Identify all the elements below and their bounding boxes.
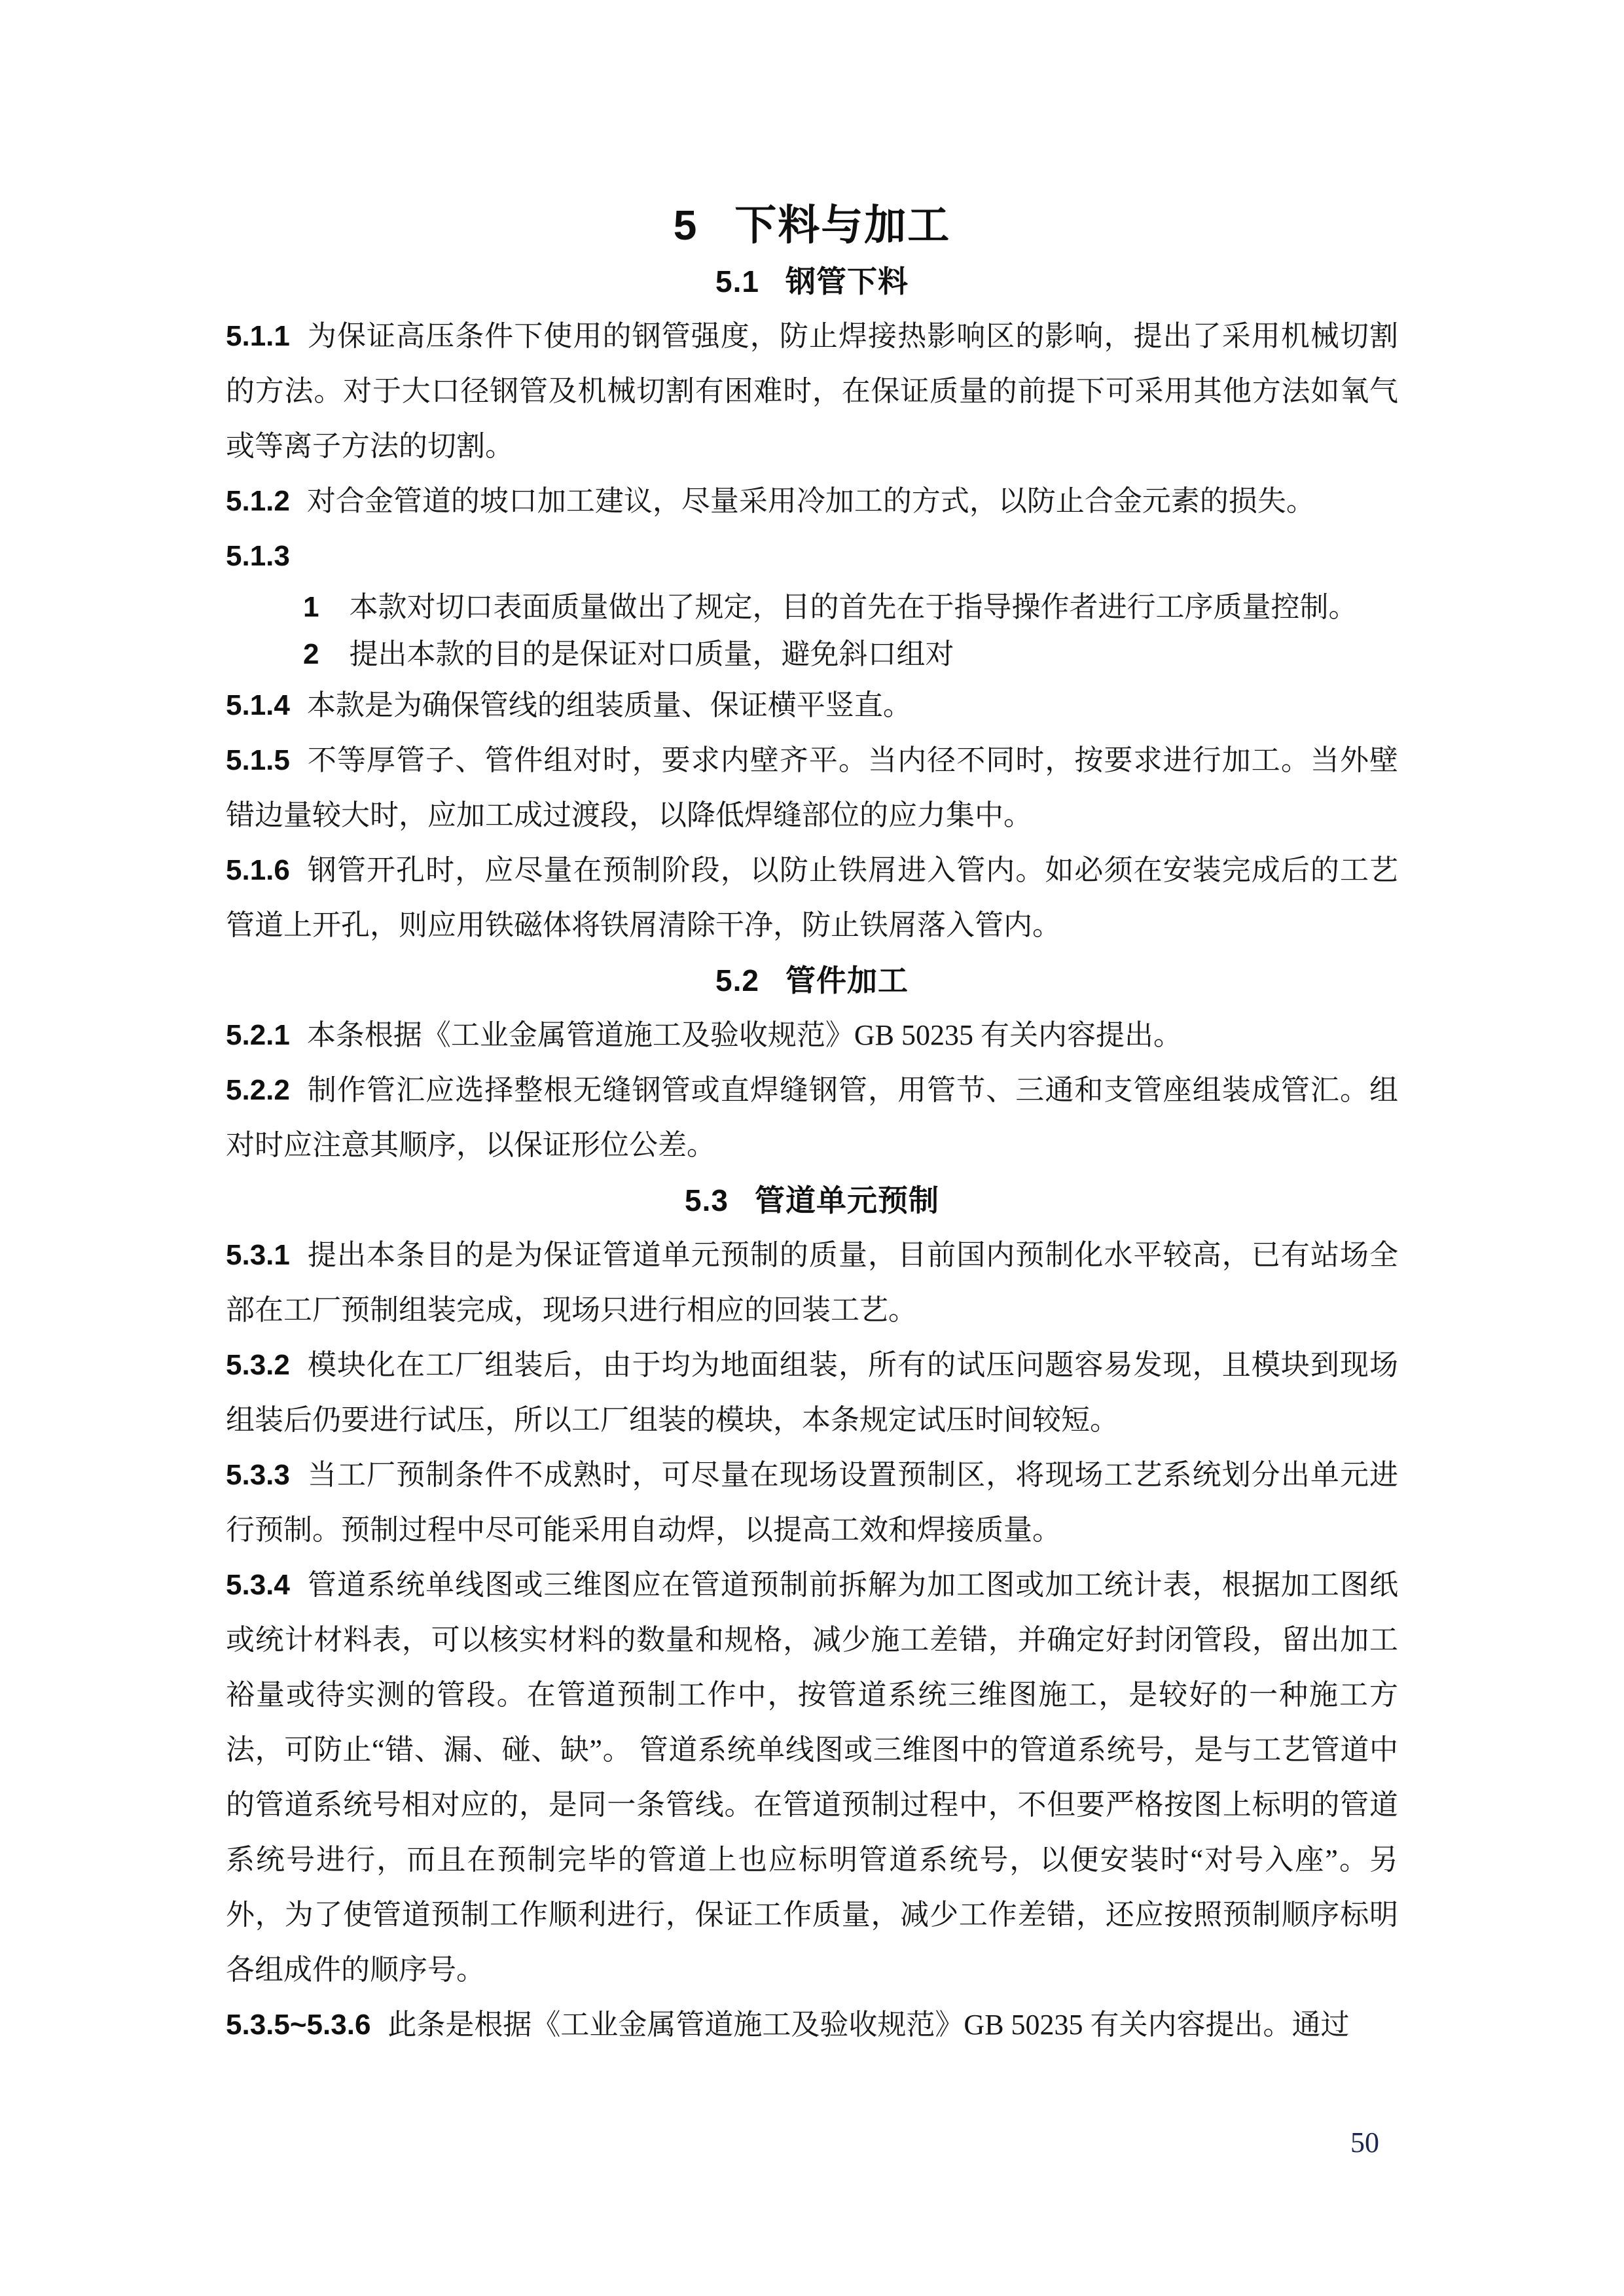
clause-text: 为保证高压条件下使用的钢管强度，防止焊接热影响区的影响，提出了采用机械切割的方法。对于大口径钢管及机械切割有困难时，在保证质量的前提下可采用其他方法如氧气或等离子方法的切割。	[226, 320, 1398, 462]
clause-text: 此条是根据《工业金属管道施工及验收规范》GB 50235 有关内容提出。通过	[388, 2009, 1350, 2041]
clause-number: 5.1.2	[226, 485, 290, 517]
chapter-number: 5	[673, 202, 698, 249]
chapter-title	[226, 196, 1398, 254]
page-number: 50	[1350, 2126, 1379, 2159]
clause-5-1-5	[226, 733, 1398, 843]
clause-number: 5.1.5	[226, 744, 290, 776]
section-label: 管道单元预制	[754, 1183, 939, 1217]
item-text: 提出本款的目的是保证对口质量，避免斜口组对	[349, 638, 954, 670]
clause-5-1-2	[226, 474, 1398, 529]
clause-5-3-1	[226, 1228, 1398, 1338]
clause-text: 钢管开孔时，应尽量在预制阶段，以防止铁屑进入管内。如必须在安装完成后的工艺管道上开孔，则应用铁磁体将铁屑清除干净，防止铁屑落入管内。	[226, 854, 1398, 941]
clause-text: 不等厚管子、管件组对时，要求内壁齐平。当内径不同时，按要求进行加工。当外壁错边量较大时，应加工成过渡段，以降低焊缝部位的应力集中。	[226, 744, 1398, 831]
clause-5-2-1	[226, 1008, 1398, 1063]
clause-number: 5.3.1	[226, 1239, 290, 1271]
section-number: 5.2	[715, 963, 759, 997]
clause-text: 本款是为确保管线的组装质量、保证横平竖直。	[306, 689, 912, 721]
clause-5-1-3	[226, 529, 1398, 584]
clause-5-1-1	[226, 309, 1398, 474]
clause-5-1-6	[226, 843, 1398, 953]
section-number: 5.3	[685, 1183, 729, 1217]
section-number: 5.1	[715, 264, 759, 298]
clause-number: 5.2.1	[226, 1019, 290, 1051]
section-label: 钢管下料	[785, 264, 909, 298]
clause-text: 管道系统单线图或三维图应在管道预制前拆解为加工图或加工统计表，根据加工图纸或统计材料表，可以核实材料的数量和规格，减少施工差错，并确定好封闭管段，留出加工裕量或待实测的管段。在管道预制工作中，按管道系统三维图施工，是较好的一种施工方法，可防止“错、漏、碰、缺”。 管道系统单线图或三维图中的管道系统号，是与工艺管道中的管道系统号相对应的，是同一条管线。在管道预制过程中，不但要严格按图上标明的管道系统号进行，而且在预制完毕的管道上也应标明管道系统号，以便安装时“对号入座”。另外，为了使管道预制工作顺利进行，保证工作质量，减少工作差错，还应按照预制顺序标明各组成件的顺序号。	[226, 1569, 1398, 1986]
clause-5-3-5-to-5-3-6	[226, 1998, 1398, 2053]
item-number: 1	[303, 591, 319, 623]
clause-number: 5.2.2	[226, 1074, 290, 1106]
clause-5-1-3-item-1	[226, 584, 1398, 631]
clause-5-3-4	[226, 1558, 1398, 1998]
clause-text: 提出本条目的是为保证管道单元预制的质量，目前国内预制化水平较高，已有站场全部在工厂预制组装完成，现场只进行相应的回装工艺。	[226, 1239, 1398, 1326]
section-label: 管件加工	[785, 963, 909, 997]
clause-text: 当工厂预制条件不成熟时，可尽量在现场设置预制区，将现场工艺系统划分出单元进行预制。预制过程中尽可能采用自动焊，以提高工效和焊接质量。	[226, 1459, 1398, 1546]
clause-number: 5.3.5~5.3.6	[226, 2009, 371, 2041]
clause-text: 模块化在工厂组装后，由于均为地面组装，所有的试压问题容易发现，且模块到现场组装后仍要进行试压，所以工厂组装的模块，本条规定试压时间较短。	[226, 1349, 1398, 1436]
clause-number: 5.1.6	[226, 854, 290, 886]
clause-text: 本条根据《工业金属管道施工及验收规范》GB 50235 有关内容提出。	[306, 1019, 1182, 1051]
clause-number: 5.3.3	[226, 1459, 290, 1491]
clause-text: 制作管汇应选择整根无缝钢管或直焊缝钢管，用管节、三通和支管座组装成管汇。组对时应注意其顺序，以保证形位公差。	[226, 1074, 1398, 1161]
clause-5-1-3-item-2	[226, 631, 1398, 678]
clause-text: 对合金管道的坡口加工建议，尽量采用冷加工的方式，以防止合金元素的损失。	[306, 485, 1315, 517]
item-number: 2	[303, 638, 319, 670]
clause-number: 5.3.4	[226, 1569, 290, 1601]
clause-number: 5.1.1	[226, 320, 290, 352]
clause-5-1-4	[226, 678, 1398, 733]
clause-number: 5.1.4	[226, 689, 290, 721]
section-heading-5-2	[226, 953, 1398, 1008]
item-text: 本款对切口表面质量做出了规定，目的首先在于指导操作者进行工序质量控制。	[349, 591, 1358, 623]
clause-number: 5.3.2	[226, 1349, 290, 1381]
clause-number: 5.1.3	[226, 540, 290, 572]
section-heading-5-1	[226, 254, 1398, 309]
clause-5-3-3	[226, 1448, 1398, 1558]
clause-5-2-2	[226, 1063, 1398, 1173]
clause-5-3-2	[226, 1338, 1398, 1448]
document-content	[226, 196, 1398, 2053]
chapter-label: 下料与加工	[734, 202, 951, 249]
section-heading-5-3	[226, 1173, 1398, 1228]
